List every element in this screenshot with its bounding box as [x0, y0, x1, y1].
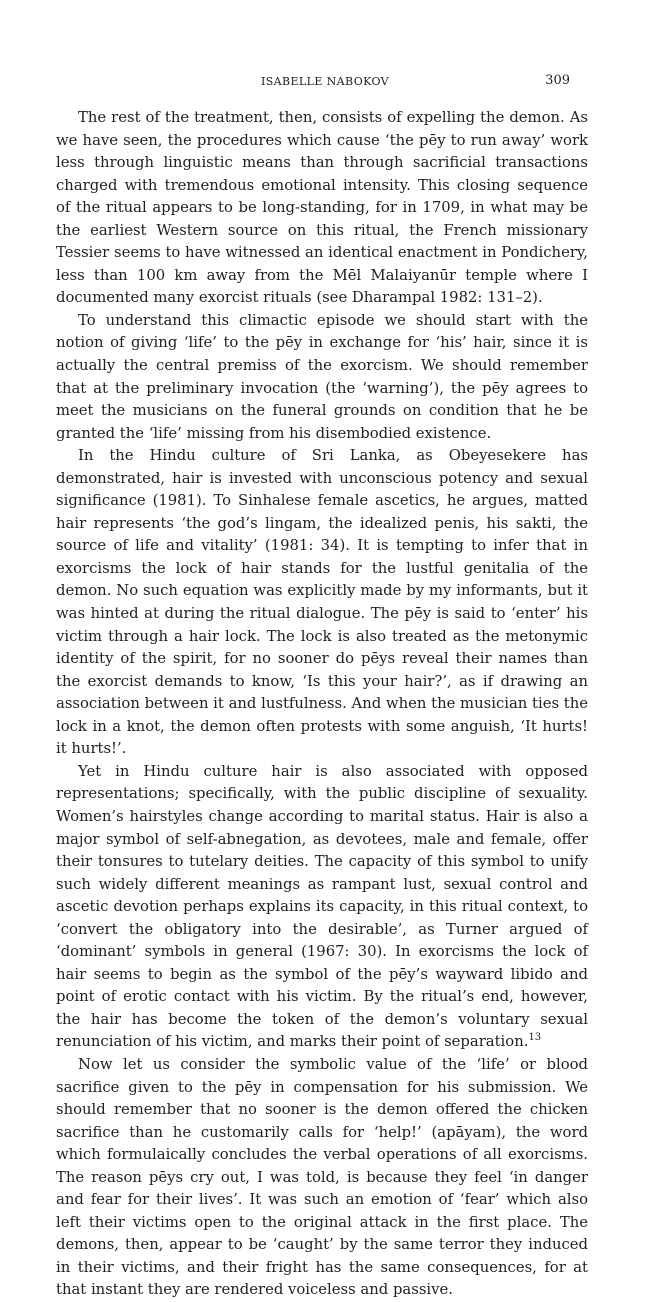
page-number: 309: [545, 73, 570, 88]
paragraph-3: In the Hindu culture of Sri Lanka, as Obeyesekere has demonstrated, hair is invested with unconscious potency and sexual significance (1981). To Sinhalese female ascetics, he argues, matted hair represents ‘the god’s lingam, the idealized penis, his sakti, the source of life and vitality’ (1981: 34). It is tempting to infer that in exorcisms the lock of hair stands for the lustful genitalia of the demon. No such equation was explicitly made by my informants, but it was hinted at during the ritual dialogue. The pēy is said to ‘enter’ his victim through a hair lock. The lock is also treated as the metonymic identity of the spirit, for no sooner do pēys reveal their names than the exorcist demands to know, ‘Is this your hair?’, as if drawing an association between it and lustfulness. And when the musician ties the lock in a knot, the demon often protests with some anguish, ‘It hurts! it hurts!’.: [56, 447, 588, 758]
paragraph-5: Now let us consider the symbolic value of the ‘life’ or blood sacrifice given to the pēy in compensation for his submission. We should remember that no sooner is the demon offered the chicken sacrifice than he customarily calls for ‘help!’ (apāyam), the word which formulaically concludes the verbal operations of all exorcisms. The reason pēys cry out, I was told, is because they feel ‘in danger and fear for their lives’. It was such an emotion of ‘fear’ which also left their victims open to the original attack in the first place. The demons, then, appear to be ‘caught’ by the same terror they induced in their victims, and their fright has the same consequences, for at that instant they are rendered voiceless and passive.: [56, 1055, 588, 1299]
paragraph-4-text: Yet in Hindu culture hair is also associated with opposed representations; specifically, with the public discipline of sexuality. Women’s hairstyles change according to marital status. Hair is also a major symbol of self-abnegation, as devotees, male and female, offer their tonsures to tutelary deities. The capacity of this symbol to unify such widely different meanings as rampant lust, sexual control and ascetic devotion perhaps explains its capacity, in this ritual context, to ‘convert the obligatory into the desirable’, as Turner argued of ‘dominant’ symbols in general (1967: 30). In exorcisms the lock of hair seems to begin as the symbol of the pēy’s wayward libido and point of erotic contact with his victim. By the ritual’s end, however, the hair has become the token of the demon’s voluntary sexual renunciation of his victim, and marks their point of separation.: [56, 762, 588, 1051]
footnote-marker: 13: [528, 1032, 542, 1044]
paragraph-1: The rest of the treatment, then, consists of expelling the demon. As we have seen, the procedures which cause ‘the pēy to run away’ work less through linguistic means than through sacrificial transactions charged with tremendous emotional intensity. This closing sequence of the ritual appears to be long-standing, for in 1709, in what may be the earliest Western source on this ritual, the French missionary Tessier seems to have witnessed an identical enactment in Pondichery, less than 100 km away from the Mēl Malaiyanūr temple where I documented many exorcist rituals (see Dharampal 1982: 131–2).: [56, 109, 588, 307]
paragraph-4: [56, 761, 588, 1054]
body-text: [56, 107, 588, 1302]
paragraph-2: To understand this climactic episode we should start with the notion of giving ‘life’ to the pēy in exchange for ‘his’ hair, since it is actually the central premiss of the exorcism. We should remember that at the preliminary invocation (the ‘warning’), the pēy agrees to meet the musicians on the funeral grounds on condition that he be granted the ‘life’ missing from his disembodied existence.: [56, 311, 588, 442]
running-title: ISABELLE NABOKOV: [260, 75, 390, 88]
running-head: [80, 71, 570, 91]
